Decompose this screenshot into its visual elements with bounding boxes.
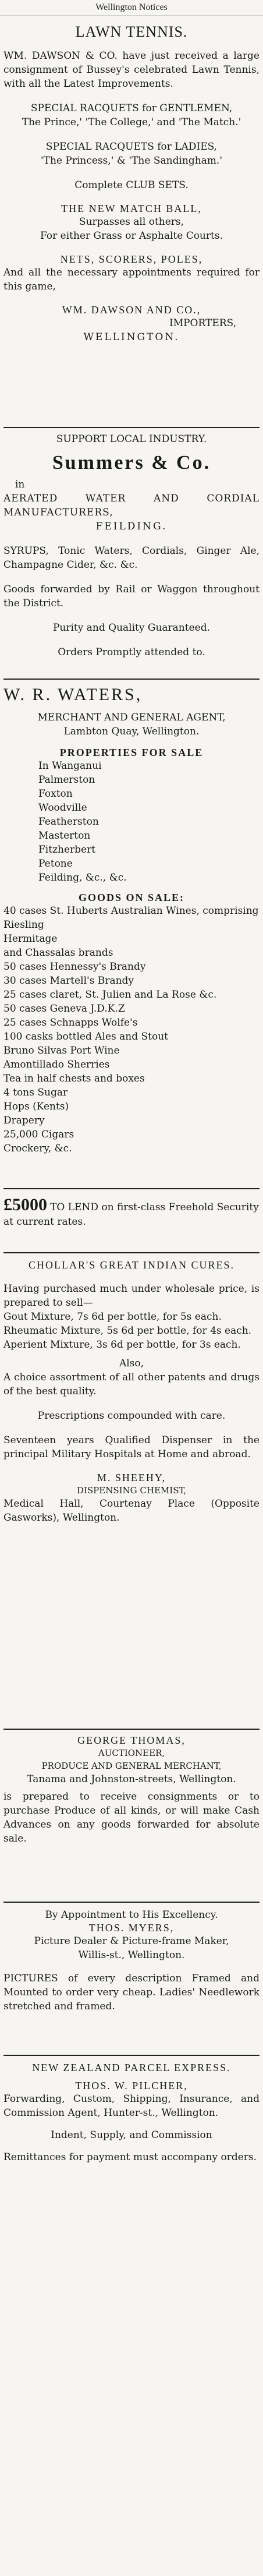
properties-heading: PROPERTIES FOR SALE — [59, 747, 204, 758]
advert-title: LAWN TENNIS. — [75, 23, 188, 40]
pilcher-remit: Remittances for payment must accompany orders. — [3, 2151, 257, 2163]
list-item: 50 cases Hennessy's Brandy — [3, 961, 146, 973]
properties-list — [3, 759, 260, 885]
summers-name: Summers & Co. — [52, 452, 211, 473]
club-sets: Complete CLUB SETS. — [74, 179, 189, 191]
waters-role: MERCHANT AND GENERAL AGENT, — [37, 712, 226, 723]
list-item: 25,000 Cigars — [3, 1129, 74, 1140]
rheumatic-mixture: Rheumatic Mixture, 5s 6d per bottle, for 4s each. — [3, 1325, 252, 1337]
divider — [3, 1729, 260, 1730]
myers-appointment: By Appointment to His Excellency. — [45, 1909, 218, 1921]
thomas-advert — [3, 1734, 260, 1909]
pilcher-indent: Indent, Supply, and Commission — [51, 2129, 212, 2141]
list-item: Foxton — [38, 788, 73, 800]
chollar-intro: Having purchased much under wholesale price, is prepared to sell— — [3, 1283, 260, 1309]
chollar-prescriptions: Prescriptions compounded with care. — [37, 1410, 226, 1422]
waters-advert — [3, 685, 260, 1186]
goods-list — [3, 904, 260, 1156]
gent-racquets-list: The Prince,' 'The College,' and 'The Match.' — [22, 116, 241, 128]
pilcher-body: Forwarding, Custom, Shipping, Insurance, and Commission Agent, Hunter-st., Wellington. — [3, 2093, 260, 2119]
myers-address: Willis-st., Wellington. — [78, 1949, 185, 1961]
divider — [3, 1188, 260, 1189]
summers-place: FEILDING. — [95, 521, 168, 532]
list-item: Tea in half chests and boxes — [3, 1073, 145, 1084]
list-item: Masterton — [38, 830, 91, 842]
list-item: Drapery — [3, 1115, 45, 1126]
myers-advert — [3, 1908, 260, 2059]
waters-name: W. R. WATERS, — [3, 685, 143, 704]
list-item: Riesling — [3, 919, 44, 931]
divider — [3, 1902, 260, 1903]
ladies-racquets-heading: SPECIAL RACQUETS for LADIES, — [45, 141, 218, 153]
list-item: 50 cases Geneva J.D.K.Z — [3, 1003, 125, 1015]
myers-trade: Picture Dealer & Picture-frame Maker, — [34, 1935, 229, 1947]
summers-heading: SUPPORT LOCAL INDUSTRY. — [56, 433, 207, 445]
divider — [3, 427, 260, 428]
pilcher-name: THOS. W. PILCHER, — [75, 2080, 188, 2091]
myers-name: THOS. MYERS, — [88, 1922, 175, 1934]
summers-goods: Goods forwarded by Rail or Waggon throughout the District. — [3, 584, 260, 609]
list-item: 30 cases Martell's Brandy — [3, 975, 134, 987]
loan-advert — [3, 1195, 260, 1242]
list-item: Bruno Silvas Port Wine — [3, 1045, 120, 1056]
summers-manufacturers: AERATED WATER AND CORDIAL MANUFACTURERS, — [3, 493, 260, 518]
list-item: Amontillado Sherries — [3, 1059, 110, 1070]
express-title: NEW ZEALAND PARCEL EXPRESS. — [32, 2062, 231, 2073]
list-item: 25 cases claret, St. Julien and La Rose &c. — [3, 989, 217, 1001]
summers-in: in — [15, 479, 25, 490]
list-item: Hermitage — [3, 933, 58, 945]
match-ball-heading: THE NEW MATCH BALL, — [61, 203, 202, 214]
chollar-also: Also, — [119, 1358, 144, 1369]
summers-purity: Purity and Quality Guaranteed. — [52, 622, 210, 634]
dawson-importers: IMPORTERS, — [169, 317, 236, 329]
thomas-produce: PRODUCE AND GENERAL MERCHANT, — [41, 1761, 222, 1771]
list-item: Crockery, &c. — [3, 1143, 72, 1154]
page-header: Wellington Notices — [0, 0, 263, 16]
thomas-body: is prepared to receive consignments or to purchase Produce of all kinds, or will make Cash Advances on any goods forwarded for absolute sale. — [3, 1791, 260, 1844]
list-item: Feilding, &c., &c. — [38, 872, 127, 884]
list-item: In Wanganui — [38, 760, 102, 772]
lawn-tennis-advert — [3, 20, 260, 416]
dawson-signature: WM. DAWSON AND CO., — [62, 304, 201, 316]
match-ball-line1: Surpasses all others, — [79, 216, 184, 228]
waters-address: Lambton Quay, Wellington. — [63, 726, 200, 737]
summers-orders: Orders Promptly attended to. — [58, 646, 205, 658]
list-item: 4 tons Sugar — [3, 1087, 68, 1098]
sheehy-address: Medical Hall, Courtenay Place (Opposite Gasworks), Wellington. — [3, 1498, 260, 1524]
chollar-choice: A choice assortment of all other patents and drugs of the best quality. — [3, 1372, 260, 1397]
list-item: Hops (Kents) — [3, 1101, 69, 1112]
divider — [3, 679, 260, 680]
summers-syrups: SYRUPS, Tonic Waters, Cordials, Ginger Ale, Champagne Cider, &c. &c. — [3, 545, 260, 571]
sheehy-role: DISPENSING CHEMIST, — [76, 1485, 187, 1496]
chollar-title: CHOLLAR'S GREAT INDIAN CURES. — [29, 1259, 234, 1271]
nets-heading: NETS, SCORERS, POLES, — [60, 253, 203, 265]
list-item: Woodville — [38, 802, 87, 814]
express-advert — [3, 2062, 260, 2254]
gent-racquets-heading: SPECIAL RACQUETS for GENTLEMEN, — [30, 103, 233, 114]
match-ball-line2: For either Grass or Asphalte Courts. — [40, 230, 223, 242]
loan-amount: £5000 — [3, 1195, 47, 1214]
loan-text: TO LEND on first-class Freehold Security at current rates. — [3, 1202, 259, 1228]
summers-advert — [3, 432, 260, 677]
divider — [3, 1252, 260, 1253]
gout-mixture: Gout Mixture, 7s 6d per bottle, for 5s each. — [3, 1311, 222, 1323]
list-item: and Chassalas brands — [3, 947, 113, 959]
thomas-address: Tanama and Johnston-streets, Wellington. — [27, 1773, 236, 1785]
list-item: Fitzherbert — [38, 844, 96, 856]
chollar-dispenser: Seventeen years Qualified Dispenser in the principal Military Hospitals at Home and abroad. — [3, 1434, 260, 1460]
thomas-name: GEORGE THOMAS, — [77, 1734, 186, 1746]
list-item: Palmerston — [38, 774, 95, 786]
ladies-racquets-list: 'The Princess,' & 'The Sandingham.' — [40, 155, 222, 167]
advert-intro: WM. DAWSON & CO. have just received a large consignment of Bussey's celebrated Lawn Tennis, with all the Latest Improvements. — [3, 50, 260, 90]
aperient-mixture: Aperient Mixture, 3s 6d per bottle, for 3s each. — [3, 1339, 241, 1351]
chollar-advert — [3, 1259, 260, 1725]
list-item: 100 casks bottled Ales and Stout — [3, 1031, 168, 1043]
sheehy-name: M. SHEEHY, — [97, 1472, 166, 1483]
nets-body: And all the necessary appointments required for this game, — [3, 267, 260, 292]
divider — [3, 2055, 260, 2056]
list-item: Featherston — [38, 816, 99, 828]
goods-heading: GOODS ON SALE: — [78, 892, 185, 903]
list-item: Petone — [38, 858, 73, 870]
dawson-town: WELLINGTON. — [83, 331, 180, 343]
myers-body: PICTURES of every description Framed and Mounted to order very cheap. Ladies' Needlework stretched and framed. — [3, 1973, 260, 2012]
list-item: 40 cases St. Huberts Australian Wines, comprising — [3, 905, 259, 917]
thomas-auctioneer: AUCTIONEER, — [98, 1748, 165, 1758]
list-item: 25 cases Schnapps Wolfe's — [3, 1017, 138, 1029]
